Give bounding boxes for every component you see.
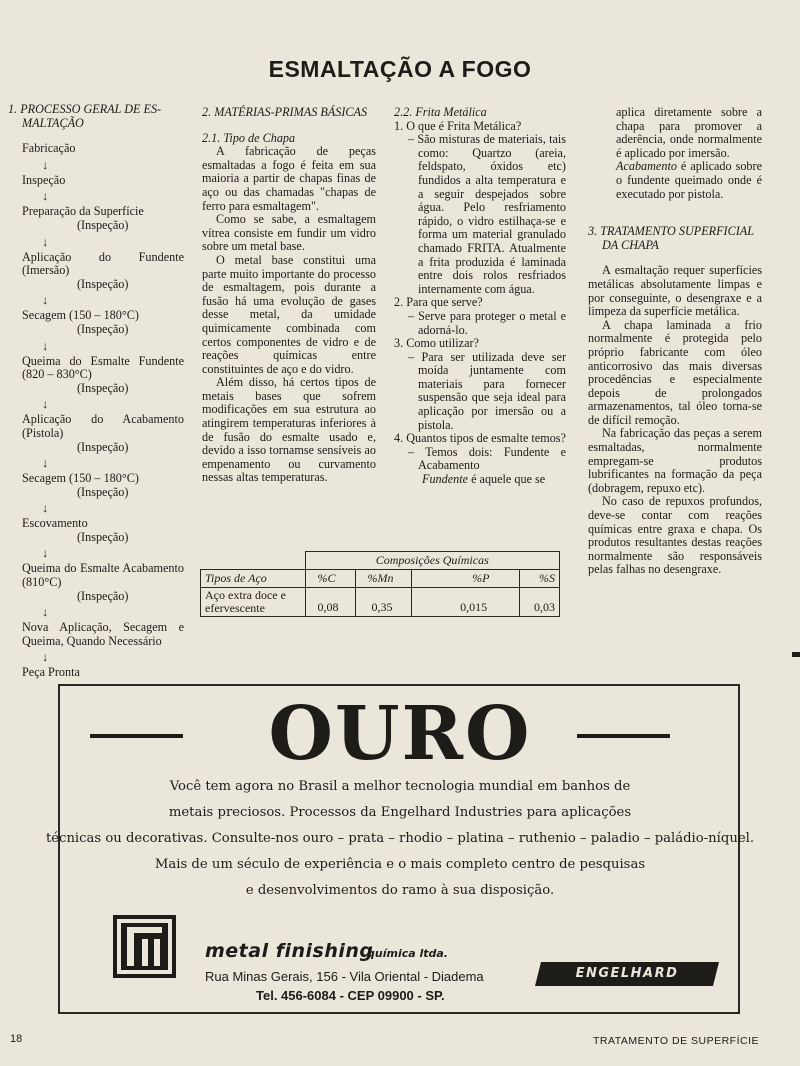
table-header-row [201, 570, 560, 588]
engelhard-label: ENGELHARD [575, 966, 679, 981]
inspection-note: (Inspeção) [77, 217, 129, 232]
chapa-paragraph-4: Além disso, há certos tipos de metais bases que sofrem modificações em sua estrutura ao atingirem temperaturas inferiores à de fusão do esmalte usado e, devido a isso tornamse sensíveis ao empenamento ou curvamento nessas altas temperaturas. [202, 375, 376, 485]
process-step: Secagem (150 – 180°C) [22, 471, 139, 486]
process-step: Nova Aplicação, Secagem e Queima, Quando Necessário [22, 620, 184, 648]
fundente-term: Fundente [422, 472, 469, 487]
process-step: Aplicação do Fundente (Imersão) [22, 249, 184, 278]
down-arrow-icon: ↓ [42, 189, 49, 204]
ad-line-3: técnicas ou decorativas. Consulte-nos ouro – prata – rhodio – platina – ruthenio – paladio – paládio-níquel. [45, 831, 755, 846]
chapa-paragraph-2: Como se sabe, a esmaltagem vítrea consiste em fundir um vidro sobre um metal base. [202, 212, 376, 254]
question-4: 4. Quantos tipos de esmalte temos? [394, 431, 566, 446]
inspection-note: (Inspeção) [77, 588, 129, 603]
answer-2: – Serve para proteger o metal e adorná-lo. [408, 308, 566, 337]
column-materials [202, 106, 376, 485]
treatment-paragraph-1: A esmaltação requer superfícies metálicas absolutamente limpas e por conseguinte, o desengraxe e a limpeza da superfície metálica. [588, 263, 762, 319]
header-c: %C [305, 570, 355, 588]
company-address: Rua Minas Gerais, 156 - Vila Oriental - Diadema [205, 969, 484, 984]
cell-tipo: Aço extra doce e efervescente [201, 588, 306, 617]
header-tipos: Tipos de Aço [201, 570, 306, 588]
table-group-row [201, 552, 560, 570]
process-step: Queima do Esmalte Fundente (820 – 830°C) [22, 353, 184, 382]
answer-1: – São misturas de materiais, tais como: Quartzo (areia, feldspato, óxidos etc) fundidos a alta temperatura e a seguir despejados sobre água. Pelo resfriamento rápido, o vidro estilhaça-se e forma um material granulado chamado FRITA. Atualmente a frita produzida é laminada entre dois rolos resfriados internamente com água. [408, 132, 566, 296]
inspection-note: (Inspeção) [77, 380, 129, 395]
down-arrow-icon: ↓ [42, 338, 49, 353]
process-step: Escovamento [22, 516, 88, 531]
fundente-line [394, 473, 566, 487]
chapa-subheading: 2.1. Tipo de Chapa [202, 130, 296, 145]
process-steps [8, 142, 184, 680]
cell-c: 0,08 [305, 588, 355, 617]
down-arrow-icon: ↓ [42, 605, 49, 620]
down-arrow-icon: ↓ [42, 546, 49, 561]
process-step: Preparação da Superfície [22, 204, 144, 219]
process-step: Inspeção [22, 172, 66, 187]
ad-line-2: metais preciosos. Processos da Engelhard Industries para aplicações [168, 805, 632, 820]
fundente-rest: é aquele que se [468, 472, 546, 487]
steel-composition-table [200, 551, 560, 617]
header-mn: %Mn [355, 570, 412, 588]
down-arrow-icon: ↓ [42, 456, 49, 471]
question-1: 1. O que é Frita Metálica? [394, 118, 522, 133]
ad-body [20, 774, 780, 904]
cell-p: 0,015 [412, 588, 520, 617]
acabamento-term: Acabamento [616, 159, 677, 174]
inspection-note: (Inspeção) [77, 321, 129, 336]
frita-subheading: 2.2. Frita Metálica [394, 105, 487, 119]
down-arrow-icon: ↓ [42, 234, 49, 249]
treatment-paragraph-4: No caso de repuxos profundos, deve-se contar com reações químicas entre graxa e chapa. Os produtos resultantes destas reações normalmente são responsáveis pelas falhas no desengraxe. [588, 494, 762, 577]
treatment-paragraph-3: Na fabricação das peças a serem esmaltadas, normalmente empregam-se produtos lubrificantes na formação da peça (dobragem, repuxo etc). [588, 426, 762, 495]
process-step: Fabricação [22, 141, 76, 156]
chapa-paragraph-3: O metal base constitui uma parte muito importante do processo de esmaltagem, pois durante a fusão há uma evolução de gases desse metal, da umidade quimicamente combinada com certos componentes de vidro e de reações químicas entre constituintes de aço e do vidro. [202, 252, 376, 376]
acabamento-rest: é aplicado sobre o fundente queimado onde é executado por pistola. [616, 159, 762, 201]
process-step: Aplicação do Acabamento (Pistola) [22, 412, 184, 440]
cell-mn: 0,35 [355, 588, 412, 617]
materials-heading: 2. MATÉRIAS-PRIMAS BÁSICAS [202, 105, 368, 119]
question-3: 3. Como utilizar? [394, 336, 479, 351]
process-step: Peça Pronta [22, 665, 80, 680]
company-name: metal finishing [205, 940, 374, 962]
inspection-note: (Inspeção) [77, 484, 129, 499]
metal-finishing-logo-icon [113, 915, 176, 978]
process-step: Secagem (150 – 180°C) [22, 308, 139, 323]
page-title: ESMALTAÇÃO A FOGO [268, 56, 532, 82]
footer-section: TRATAMENTO DE SUPERFÍCIE [593, 1035, 760, 1047]
chapa-paragraph-1: A fabricação de peças esmaltadas a fogo é feita em sua maioria a partir de chapas finas de aço ou das chamadas "chapas de ferro para esmaltagem". [202, 144, 376, 213]
headline-bar-left [90, 734, 183, 738]
ad-line-1: Você tem agora no Brasil a melhor tecnologia mundial em banhos de [169, 779, 631, 794]
page-number: 18 [10, 1033, 23, 1045]
inspection-note: (Inspeção) [77, 439, 129, 454]
acabamento-line [588, 160, 762, 201]
ad-headline: OURO [268, 691, 532, 777]
down-arrow-icon: ↓ [42, 293, 49, 308]
cell-s: 0,03 [520, 588, 560, 617]
down-arrow-icon: ↓ [42, 157, 49, 172]
company-phone: Tel. 456-6084 - CEP 09900 - SP. [256, 988, 445, 1003]
treatment-heading: 3. TRATAMENTO SUPERFICIAL DA CHAPA [588, 224, 754, 252]
inspection-note: (Inspeção) [77, 529, 129, 544]
process-step: Queima do Esmalte Acabamento (810°C) [22, 561, 184, 590]
down-arrow-icon: ↓ [42, 501, 49, 516]
table-corner [201, 552, 306, 570]
column-frita [394, 106, 566, 487]
inspection-note: (Inspeção) [77, 276, 129, 291]
ad-line-4: Mais de um século de experiência e o mais completo centro de pesquisas [154, 857, 646, 872]
treatment-paragraph-2: A chapa laminada a frio normalmente é protegida pelo próprio fabricante com óleo anticorrosivo das mais diversas procedências e especialmente depois de prolongados armazenamentos, tal óleo torna-se de difícil remoção. [588, 317, 762, 427]
margin-mark [792, 652, 800, 657]
down-arrow-icon: ↓ [42, 650, 49, 665]
aplica-paragraph: aplica diretamente sobre a chapa para promover a aderência, onde normalmente é aplicado por imersão. [616, 105, 762, 160]
table-row [201, 588, 560, 617]
down-arrow-icon: ↓ [42, 397, 49, 412]
column-process [8, 103, 184, 680]
company-suffix: química ltda. [367, 947, 448, 960]
process-heading: 1. PROCESSO GERAL DE ES-MALTAÇÃO [8, 102, 162, 130]
header-s: %S [520, 570, 560, 588]
answer-3: – Para ser utilizada deve ser moída juntamente com materiais para fornecer suspensão que seja ideal para aplicação por imersão ou a pistola. [408, 349, 566, 432]
question-2: 2. Para que serve? [394, 295, 483, 310]
answer-4: – Temos dois: Fundente e Acabamento [408, 444, 566, 473]
column-treatment [588, 106, 762, 577]
table-group-header: Composições Químicas [305, 552, 560, 570]
ad-line-5: e desenvolvimentos do ramo à sua disposição. [245, 883, 555, 898]
header-p: %P [412, 570, 520, 588]
headline-bar-right [577, 734, 670, 738]
